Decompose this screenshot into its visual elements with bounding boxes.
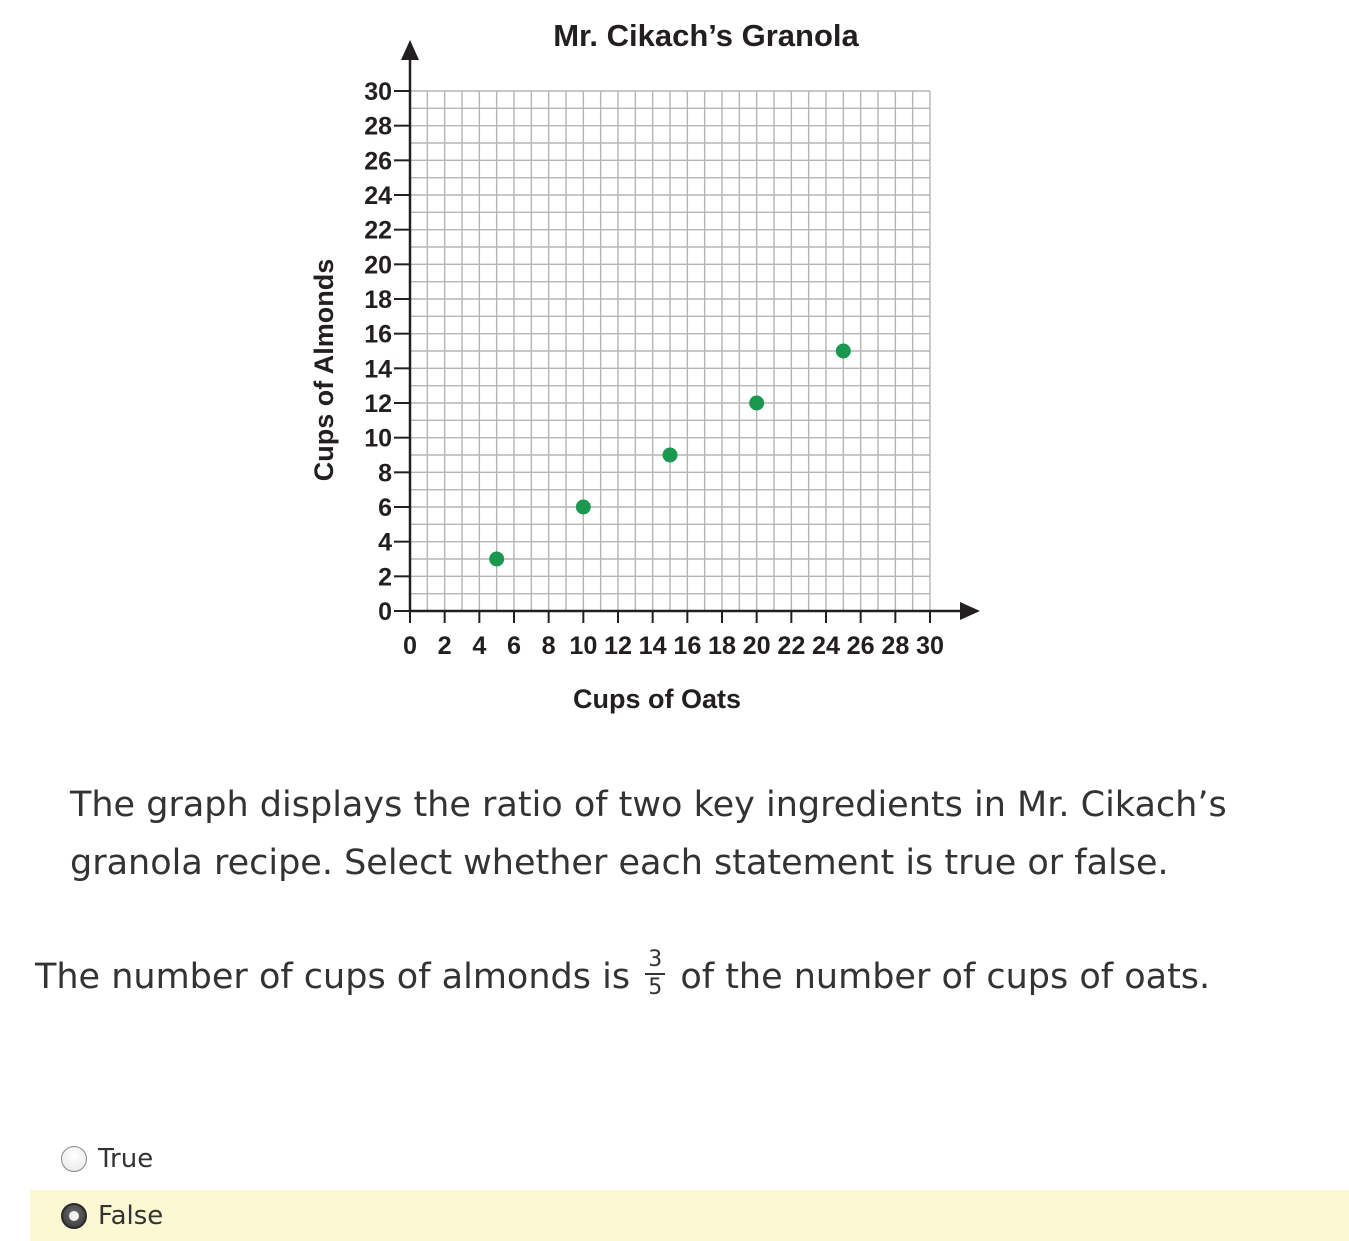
y-tick-label: 28 xyxy=(364,112,392,141)
statement-text-after: of the number of cups of oats. xyxy=(669,957,1211,997)
x-tick-label: 12 xyxy=(604,632,632,660)
y-tick-label: 14 xyxy=(364,355,392,384)
chart-title: Mr. Cikach’s Granola xyxy=(553,18,859,53)
y-tick-label: 0 xyxy=(378,598,392,626)
y-tick-label: 16 xyxy=(364,320,392,349)
x-tick-label: 28 xyxy=(881,632,910,660)
chart-grid xyxy=(410,91,930,611)
x-tick-label: 6 xyxy=(507,632,521,660)
x-tick-label: 26 xyxy=(846,632,875,660)
question-prompt: The graph displays the ratio of two key ingredients in Mr. Cikach’s granola recipe. Select whether each statement is true or false. xyxy=(70,785,1227,883)
option-true[interactable] xyxy=(30,1131,1349,1187)
x-tick-label: 24 xyxy=(812,632,841,660)
y-tick-label: 24 xyxy=(364,182,392,210)
x-tick-label: 2 xyxy=(437,632,452,660)
data-point xyxy=(663,448,678,463)
option-true-label: True xyxy=(98,1144,154,1174)
chart-axes xyxy=(401,40,980,620)
y-tick-label: 10 xyxy=(364,424,392,453)
x-tick-label: 0 xyxy=(403,632,417,660)
x-tick-label: 22 xyxy=(777,632,806,660)
x-tick-label: 30 xyxy=(916,632,944,660)
statement-text-before: The number of cups of almonds is xyxy=(35,957,642,997)
y-tick-label: 26 xyxy=(364,147,392,176)
y-tick-label: 20 xyxy=(364,251,392,280)
y-tick-label: 8 xyxy=(378,459,392,488)
fraction-three-fifths xyxy=(645,947,665,1001)
x-tick-label: 8 xyxy=(541,632,556,660)
y-axis-arrow-icon xyxy=(401,40,419,60)
data-point xyxy=(836,344,851,359)
data-point xyxy=(749,396,764,411)
x-tick-label: 4 xyxy=(472,632,487,660)
x-axis-label: Cups of Oats xyxy=(572,684,742,714)
fraction-denominator: 5 xyxy=(648,975,663,1000)
x-tick-label: 20 xyxy=(742,632,771,660)
fraction-numerator: 3 xyxy=(645,947,665,975)
y-axis-label: Cups of Almonds xyxy=(309,258,339,482)
y-tick-label: 4 xyxy=(378,528,392,557)
y-tick-label: 30 xyxy=(364,78,392,106)
x-tick-label: 14 xyxy=(638,632,667,660)
y-tick-label: 22 xyxy=(364,216,392,245)
option-false[interactable] xyxy=(30,1190,1349,1241)
option-false-label: False xyxy=(98,1200,164,1231)
y-tick-label: 18 xyxy=(364,286,392,314)
y-tick-label: 2 xyxy=(378,563,392,592)
x-axis-arrow-icon xyxy=(960,602,980,620)
x-tick-label: 10 xyxy=(569,632,598,660)
x-tick-label: 16 xyxy=(673,632,702,660)
data-point xyxy=(489,552,504,567)
statement-text xyxy=(35,945,1315,1009)
y-tick-label: 6 xyxy=(378,494,392,522)
radio-true[interactable] xyxy=(61,1146,87,1172)
radio-false-selected[interactable] xyxy=(61,1203,87,1229)
data-point xyxy=(576,500,591,515)
x-tick-label: 18 xyxy=(708,632,737,660)
y-tick-label: 12 xyxy=(364,390,392,418)
